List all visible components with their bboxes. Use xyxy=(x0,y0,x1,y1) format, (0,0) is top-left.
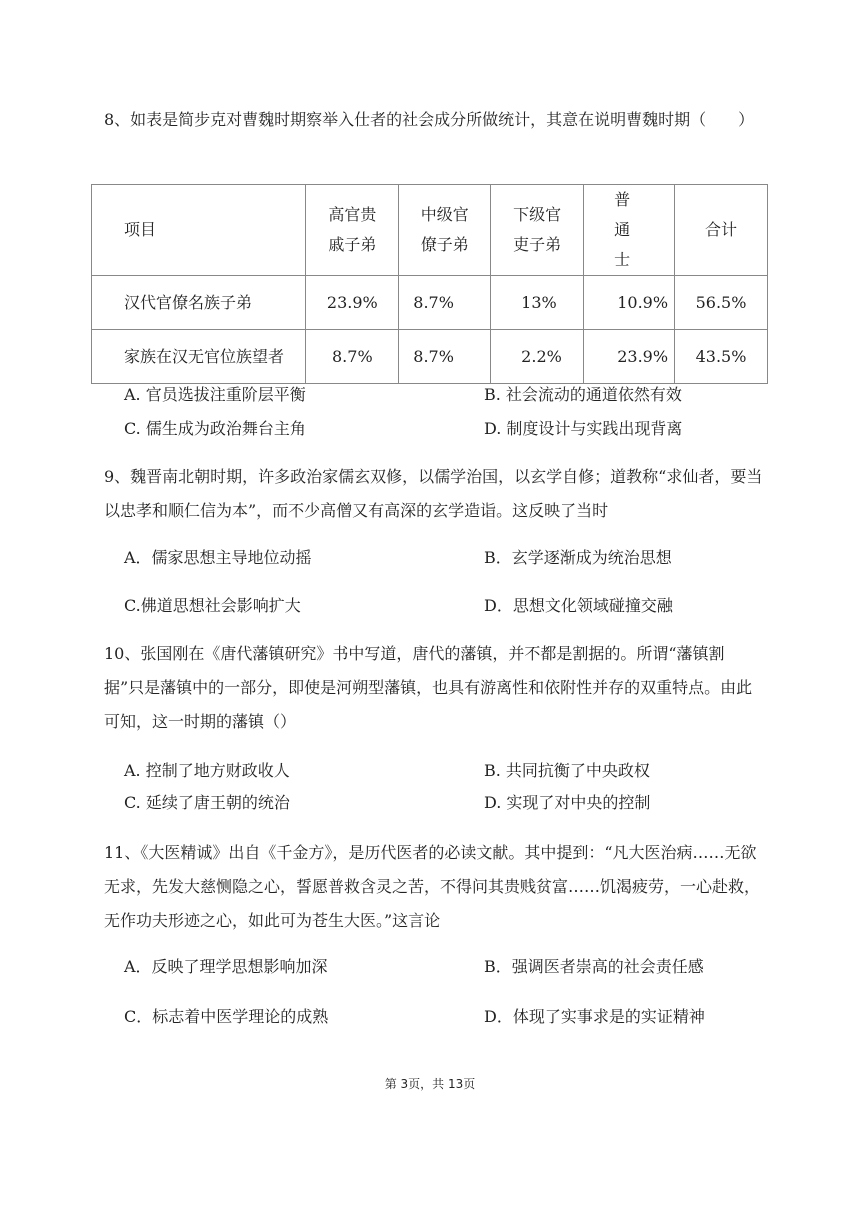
table-cell: 2.2% xyxy=(491,330,584,384)
table-cell: 家族在汉无官位族望者 xyxy=(92,330,306,384)
question-10-option-c: C. 延续了唐王朝的统治 xyxy=(124,793,290,812)
question-10-option-a: A. 控制了地方财政收人 xyxy=(124,761,290,780)
table-cell: 8.7% xyxy=(306,330,399,384)
page-footer: 第 3页，共 13页 xyxy=(384,1077,476,1091)
question-9-option-d: D．思想文化领域碰撞交融 xyxy=(484,596,673,615)
question-10-option-b: B. 共同抗衡了中央政权 xyxy=(484,761,650,780)
question-11-stem: 11、《大医精诚》出自《千金方》，是历代医者的必读文献。其中提到：“凡大医治病……无欲无求，先发大慈恻隐之心，誓愿普救含灵之苦，不得问其贵贱贫富……饥渴疲劳，一心赴救，无作功夫形迹之心，如此可为苍生大医。”这言论 xyxy=(104,843,761,930)
table-row xyxy=(92,276,768,330)
question-8-option-a: A. 官员选拔注重阶层平衡 xyxy=(124,385,306,404)
table-cell: 8.7% xyxy=(399,276,491,330)
table-header-cell: 下级官吏子弟 xyxy=(491,185,584,276)
question-11-option-c: C．标志着中医学理论的成熟 xyxy=(124,1007,329,1026)
table-cell: 13% xyxy=(491,276,584,330)
question-9-option-c: C.佛道思想社会影响扩大 xyxy=(124,596,301,615)
table-cell: 23.9% xyxy=(306,276,399,330)
table-cell: 汉代官僚名族子弟 xyxy=(92,276,306,330)
statistics-table xyxy=(91,184,768,384)
table-header-cell: 中级官僚子弟 xyxy=(399,185,491,276)
question-9-option-a: A．儒家思想主导地位动摇 xyxy=(124,548,312,567)
question-11-option-a: A．反映了理学思想影响加深 xyxy=(124,957,328,976)
table-row xyxy=(92,330,768,384)
question-10-option-d: D. 实现了对中央的控制 xyxy=(484,793,651,812)
question-8-option-c: C. 儒生成为政治舞台主角 xyxy=(124,419,306,438)
question-10-stem: 10、张国刚在《唐代藩镇研究》书中写道，唐代的藩镇，并不都是割据的。所谓“藩镇割据”只是藩镇中的一部分，即使是河朔型藩镇，也具有游离性和依附性并存的双重特点。由此可知，这一时期的藩镇（） xyxy=(104,644,753,731)
question-8-option-b: B. 社会流动的通道依然有效 xyxy=(484,385,682,404)
table-header-cell: 高官贵戚子弟 xyxy=(306,185,399,276)
table-header-cell: 普通士 xyxy=(584,185,675,276)
table-header-row xyxy=(92,185,768,276)
question-9-stem: 9、魏晋南北朝时期，许多政治家儒玄双修，以儒学治国，以玄学自修；道教称“求仙者，要当以忠孝和顺仁信为本”，而不少高僧又有高深的玄学造诣。这反映了当时 xyxy=(104,467,763,520)
table-header-cell: 项目 xyxy=(92,185,306,276)
table-cell: 56.5% xyxy=(675,276,768,330)
question-9-option-b: B．玄学逐渐成为统治思想 xyxy=(484,548,672,567)
table-cell: 23.9% xyxy=(584,330,675,384)
table-cell: 8.7% xyxy=(399,330,491,384)
question-11-option-d: D．体现了实事求是的实证精神 xyxy=(484,1007,705,1026)
question-11-option-b: B．强调医者崇高的社会责任感 xyxy=(484,957,704,976)
question-8-stem: 8、如表是简步克对曹魏时期察举入仕者的社会成分所做统计，其意在说明曹魏时期（ ） xyxy=(104,110,755,129)
table-cell: 10.9% xyxy=(584,276,675,330)
question-8-option-d: D. 制度设计与实践出现背离 xyxy=(484,419,683,438)
table-cell: 43.5% xyxy=(675,330,768,384)
table-header-cell: 合计 xyxy=(675,185,768,276)
